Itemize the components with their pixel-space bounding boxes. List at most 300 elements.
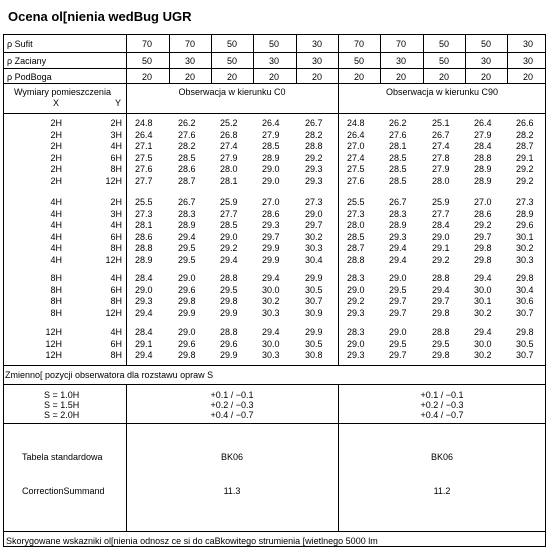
reflectance-value: 30 (311, 39, 322, 49)
ugr-value-c90: 29.7 (389, 307, 407, 318)
ugr-value-c0: 30.4 (305, 254, 323, 265)
ugr-value-c90: 29.1 (516, 152, 534, 163)
ugr-value-c0: 27.6 (135, 164, 153, 174)
ugr-value-c90: 30.0 (474, 338, 492, 349)
ugr-value-c90: 26.2 (389, 118, 407, 128)
spacing-label: S = 2.0H (44, 410, 80, 420)
room-x: 4H (50, 243, 62, 253)
ugr-value-c90: 29.4 (474, 327, 492, 337)
ugr-value-c90: 29.0 (389, 327, 407, 337)
ugr-value-c0: 30.3 (262, 350, 280, 360)
ugr-value-c0: 29.8 (178, 350, 196, 360)
column-rule (126, 34, 127, 83)
room-y: 4H (110, 141, 122, 151)
standard-table-label: Tabela standardowa (22, 452, 103, 462)
reflectance-value: 70 (395, 39, 406, 49)
ugr-value-c90: 28.3 (347, 273, 365, 283)
ugr-value-c90: 29.8 (432, 307, 450, 318)
y-label: Y (115, 98, 122, 108)
ugr-value-c90: 28.0 (432, 175, 450, 186)
ugr-value-c90: 28.8 (474, 152, 492, 163)
ugr-value-c90: 29.5 (432, 338, 450, 349)
ugr-value-c90: 28.9 (389, 220, 407, 230)
column-rule (211, 34, 212, 83)
ugr-value-c90: 29.7 (389, 350, 407, 360)
ugr-value-c0: 29.7 (262, 231, 280, 242)
ugr-value-c90: 29.2 (432, 254, 450, 265)
ugr-value-c0: 29.8 (178, 296, 196, 306)
variation-label: Zmienno[ pozycji obserwatora dla rozstawu opraw S (5, 370, 214, 380)
ugr-value-c0: 28.4 (135, 273, 153, 283)
ugr-value-c90: 27.3 (347, 208, 365, 219)
observation-c0-header: Obserwacja w kierunku C0 (178, 87, 286, 97)
ugr-value-c0: 29.0 (262, 175, 280, 186)
room-y: 3H (110, 208, 122, 219)
ugr-value-c0: 29.9 (220, 307, 238, 318)
ugr-value-c90: 25.1 (432, 118, 450, 128)
ugr-value-c0: 26.7 (178, 197, 196, 207)
room-y: 12H (105, 175, 122, 186)
ugr-value-c0: 28.5 (220, 220, 238, 230)
ugr-value-c90: 28.8 (432, 327, 450, 337)
standard-table-c0: BK06 (220, 452, 244, 462)
ugr-value-c90: 28.4 (474, 141, 492, 151)
ugr-value-c0: 30.5 (305, 338, 323, 349)
room-x: 2H (50, 164, 62, 174)
ugr-value-c90: 29.8 (516, 327, 534, 337)
ugr-value-c90: 27.3 (516, 197, 534, 207)
ugr-value-c0: 28.9 (262, 152, 280, 163)
ugr-value-c90: 30.3 (516, 254, 534, 265)
ugr-value-c90: 27.0 (474, 197, 492, 207)
column-rule (507, 34, 508, 83)
column-rule (465, 34, 466, 83)
ugr-value-c0: 29.4 (262, 273, 280, 283)
room-y: 6H (110, 338, 122, 349)
ugr-value-c0: 29.7 (305, 220, 323, 230)
ugr-value-c90: 25.5 (347, 197, 365, 207)
ugr-value-c0: 26.4 (262, 118, 280, 128)
ugr-value-c90: 27.9 (432, 164, 450, 174)
ugr-value-c0: 28.8 (305, 141, 323, 151)
ugr-value-c0: 26.2 (178, 118, 196, 128)
ugr-value-c90: 29.2 (516, 164, 534, 174)
ugr-value-c0: 29.0 (135, 284, 153, 295)
ugr-value-c90: 27.7 (432, 208, 450, 219)
ugr-value-c0: 29.0 (178, 327, 196, 337)
ugr-value-c90: 30.2 (474, 350, 492, 360)
column-rule (380, 34, 381, 83)
ugr-value-c90: 29.8 (432, 350, 450, 360)
ugr-value-c90: 28.6 (474, 208, 492, 219)
room-y: 8H (110, 350, 122, 360)
room-x: 2H (50, 118, 62, 128)
ugr-value-c0: 29.9 (262, 243, 280, 253)
ugr-value-c0: 29.4 (262, 327, 280, 337)
ugr-value-c0: 29.4 (220, 254, 238, 265)
ugr-value-c90: 29.2 (474, 220, 492, 230)
room-y: 6H (110, 231, 122, 242)
room-y: 6H (110, 284, 122, 295)
ugr-value-c0: 27.9 (220, 152, 238, 163)
reflectance-rule (3, 83, 546, 84)
ugr-value-c90: 30.1 (516, 231, 534, 242)
ugr-value-c0: 25.9 (220, 197, 238, 207)
reflectance-value: 30 (268, 56, 279, 66)
ugr-value-c90: 29.0 (347, 338, 365, 349)
reflectance-value: 20 (480, 72, 491, 82)
spacing-c90: +0.2 / −0.3 (420, 400, 464, 410)
ugr-value-c0: 28.4 (135, 327, 153, 337)
ugr-value-c90: 27.4 (432, 141, 450, 151)
ugr-value-c90: 29.4 (432, 284, 450, 295)
ugr-value-c0: 27.4 (220, 141, 238, 151)
reflectance-value: 30 (395, 56, 406, 66)
ugr-value-c90: 29.4 (389, 243, 407, 253)
spacing-c90: +0.1 / −0.1 (420, 390, 464, 400)
correction-c90: 11.2 (433, 486, 451, 496)
ugr-value-c0: 28.3 (178, 208, 196, 219)
ugr-value-c90: 30.7 (516, 350, 534, 360)
ugr-value-c0: 29.6 (178, 338, 196, 349)
correction-c0: 11.3 (223, 486, 241, 496)
ugr-value-c90: 29.1 (432, 243, 450, 253)
ugr-value-c90: 26.7 (389, 197, 407, 207)
ugr-value-c90: 28.9 (474, 175, 492, 186)
ugr-value-c0: 29.3 (305, 175, 323, 186)
ugr-value-c0: 27.6 (178, 129, 196, 140)
spacing-c0: +0.2 / −0.3 (210, 400, 254, 410)
ugr-value-c90: 29.8 (474, 243, 492, 253)
ugr-value-c0: 30.0 (262, 338, 280, 349)
ugr-value-c0: 28.6 (178, 164, 196, 174)
ugr-value-c90: 29.5 (389, 284, 407, 295)
ugr-value-c0: 29.3 (305, 164, 323, 174)
header-rule (3, 113, 546, 114)
reflectance-value: 50 (353, 56, 364, 66)
x-label: X (53, 98, 60, 108)
ugr-value-c0: 27.5 (135, 152, 153, 163)
ugr-value-c0: 29.5 (178, 243, 196, 253)
ugr-value-c90: 28.5 (389, 175, 407, 186)
ugr-value-c0: 29.9 (262, 254, 280, 265)
ugr-value-c0: 29.3 (135, 296, 153, 306)
room-x: 2H (50, 175, 62, 186)
room-x: 2H (50, 152, 62, 163)
reflectance-value: 20 (353, 72, 364, 82)
room-y: 2H (110, 118, 122, 128)
room-y: 2H (110, 197, 122, 207)
ugr-value-c0: 29.3 (262, 220, 280, 230)
reflectance-value: 30 (480, 56, 491, 66)
ugr-value-c90: 26.4 (347, 129, 365, 140)
ugr-value-c0: 26.4 (135, 129, 153, 140)
ugr-value-c90: 28.9 (516, 208, 534, 219)
ugr-value-c90: 29.7 (474, 231, 492, 242)
ugr-value-c90: 26.7 (432, 129, 450, 140)
room-x: 12H (45, 327, 62, 337)
ugr-value-c0: 30.0 (262, 284, 280, 295)
ugr-value-c0: 28.9 (178, 220, 196, 230)
reflectance-value: 20 (268, 72, 279, 82)
ugr-value-c90: 24.8 (347, 118, 365, 128)
room-y: 4H (110, 220, 122, 230)
ugr-value-c90: 28.5 (347, 231, 365, 242)
room-y: 8H (110, 243, 122, 253)
ugr-value-c0: 29.9 (305, 273, 323, 283)
ugr-value-c0: 29.4 (178, 231, 196, 242)
ugr-value-c0: 29.6 (178, 284, 196, 295)
spacing-c0: +0.4 / −0.7 (210, 410, 254, 420)
reflectance-value: 70 (184, 39, 195, 49)
room-x: 2H (50, 141, 62, 151)
ugr-value-c90: 29.3 (389, 231, 407, 242)
reflectance-label: ρ Sufit (7, 39, 33, 49)
ugr-value-c0: 27.9 (262, 129, 280, 140)
ugr-value-c0: 27.3 (135, 208, 153, 219)
ugr-value-c90: 28.3 (389, 208, 407, 219)
ugr-value-c90: 29.3 (347, 350, 365, 360)
ugr-value-c90: 26.6 (516, 118, 534, 128)
ugr-value-c0: 25.2 (220, 118, 238, 128)
ugr-value-c90: 29.0 (432, 231, 450, 242)
section-rule (3, 531, 546, 532)
reflectance-value: 50 (438, 39, 449, 49)
ugr-value-c90: 29.2 (347, 296, 365, 306)
reflectance-value: 70 (353, 39, 364, 49)
ugr-value-c0: 29.9 (220, 350, 238, 360)
ugr-value-c90: 27.6 (347, 175, 365, 186)
reflectance-value: 30 (522, 56, 533, 66)
ugr-value-c0: 30.9 (305, 307, 323, 318)
reflectance-value: 20 (522, 72, 533, 82)
ugr-value-c0: 28.2 (178, 141, 196, 151)
ugr-value-c90: 28.9 (474, 164, 492, 174)
ugr-value-c90: 29.7 (432, 296, 450, 306)
ugr-value-c0: 26.8 (220, 129, 238, 140)
ugr-value-c90: 30.2 (516, 243, 534, 253)
ugr-value-c0: 28.0 (220, 164, 238, 174)
ugr-value-c90: 30.4 (516, 284, 534, 295)
ugr-value-c0: 28.6 (262, 208, 280, 219)
column-rule (169, 34, 170, 83)
room-y: 4H (110, 327, 122, 337)
ugr-value-c90: 29.4 (474, 273, 492, 283)
spacing-c0: +0.1 / −0.1 (210, 390, 254, 400)
reflectance-value: 70 (141, 39, 152, 49)
ugr-value-c0: 27.7 (220, 208, 238, 219)
ugr-value-c90: 29.7 (389, 296, 407, 306)
ugr-value-c90: 27.0 (347, 141, 365, 151)
ugr-value-c0: 29.5 (220, 284, 238, 295)
ugr-value-c0: 27.7 (135, 175, 153, 186)
ugr-value-c90: 29.8 (474, 254, 492, 265)
ugr-value-c90: 29.8 (516, 273, 534, 283)
ugr-value-c0: 29.0 (262, 164, 280, 174)
ugr-value-c0: 30.5 (305, 284, 323, 295)
ugr-value-c90: 30.1 (474, 296, 492, 306)
room-x: 8H (50, 296, 62, 306)
room-x: 8H (50, 284, 62, 295)
ugr-value-c90: 28.7 (347, 243, 365, 253)
room-y: 12H (105, 254, 122, 265)
ugr-value-c0: 27.1 (135, 141, 153, 151)
ugr-value-c0: 28.8 (135, 243, 153, 253)
reflectance-value: 30 (522, 39, 533, 49)
room-y: 3H (110, 129, 122, 140)
ugr-value-c90: 30.0 (474, 284, 492, 295)
room-dimensions-label: Wymiary pomieszczenia (14, 87, 111, 97)
ugr-value-c0: 29.0 (220, 231, 238, 242)
room-x: 4H (50, 208, 62, 219)
ugr-value-c0: 29.8 (220, 296, 238, 306)
ugr-value-c0: 28.1 (220, 175, 238, 186)
ugr-value-c90: 29.2 (516, 175, 534, 186)
spacing-label: S = 1.0H (44, 390, 80, 400)
reflectance-label: ρ Zaciany (7, 56, 47, 66)
reflectance-value: 20 (226, 72, 237, 82)
reflectance-value: 20 (395, 72, 406, 82)
ugr-value-c0: 28.9 (135, 254, 153, 265)
reflectance-value: 20 (311, 72, 322, 82)
reflectance-value: 50 (480, 39, 491, 49)
reflectance-value: 30 (184, 56, 195, 66)
ugr-value-c0: 29.6 (220, 338, 238, 349)
ugr-value-c90: 29.4 (389, 254, 407, 265)
ugr-value-c0: 29.4 (135, 350, 153, 360)
ugr-value-c90: 25.9 (432, 197, 450, 207)
ugr-value-c90: 28.2 (516, 129, 534, 140)
room-x: 4H (50, 220, 62, 230)
ugr-value-c0: 28.8 (220, 327, 238, 337)
room-y: 4H (110, 273, 122, 283)
ugr-value-c0: 29.2 (305, 152, 323, 163)
ugr-value-c90: 30.7 (516, 307, 534, 318)
ugr-value-c90: 29.5 (389, 338, 407, 349)
ugr-value-c90: 28.0 (347, 220, 365, 230)
ugr-value-c0: 28.5 (262, 141, 280, 151)
reflectance-value: 50 (268, 39, 279, 49)
ugr-value-c90: 28.5 (389, 152, 407, 163)
standard-table-c90: BK06 (430, 452, 454, 462)
ugr-value-c90: 27.8 (432, 152, 450, 163)
section-rule (3, 423, 546, 424)
ugr-value-c0: 24.8 (135, 118, 153, 128)
ugr-value-c90: 29.0 (389, 273, 407, 283)
ugr-value-c0: 29.1 (135, 338, 153, 349)
room-y: 8H (110, 296, 122, 306)
room-x: 4H (50, 254, 62, 265)
section-rule (3, 365, 546, 366)
ugr-value-c0: 28.8 (220, 273, 238, 283)
ugr-value-c0: 30.3 (305, 243, 323, 253)
column-rule (423, 34, 424, 83)
ugr-value-c90: 28.8 (347, 254, 365, 265)
reflectance-value: 20 (141, 72, 152, 82)
ugr-value-c0: 27.3 (305, 197, 323, 207)
reflectance-value: 50 (226, 56, 237, 66)
ugr-value-c0: 30.3 (262, 307, 280, 318)
page-title: Ocena ol[nienia wedBug UGR (8, 9, 192, 24)
ugr-value-c90: 27.5 (347, 164, 365, 174)
ugr-value-c0: 28.5 (178, 152, 196, 163)
room-x: 8H (50, 307, 62, 318)
column-rule (253, 34, 254, 83)
spacing-c90: +0.4 / −0.7 (420, 410, 464, 420)
ugr-value-c0: 30.2 (262, 296, 280, 306)
ugr-value-c90: 28.7 (516, 141, 534, 151)
ugr-value-c90: 27.4 (347, 152, 365, 163)
room-y: 8H (110, 164, 122, 174)
room-x: 12H (45, 338, 62, 349)
ugr-value-c0: 28.2 (305, 129, 323, 140)
reflectance-value: 20 (184, 72, 195, 82)
column-rule (338, 83, 339, 365)
ugr-value-c90: 27.6 (389, 129, 407, 140)
ugr-value-c90: 28.5 (389, 164, 407, 174)
reflectance-value: 50 (226, 39, 237, 49)
room-x: 8H (50, 273, 62, 283)
ugr-value-c0: 29.5 (178, 254, 196, 265)
ugr-value-c0: 25.5 (135, 197, 153, 207)
column-rule (126, 83, 127, 365)
reflectance-value: 20 (438, 72, 449, 82)
room-x: 2H (50, 129, 62, 140)
ugr-value-c90: 29.3 (347, 307, 365, 318)
observation-c90-header: Obserwacja w kierunku C90 (385, 87, 499, 97)
room-y: 6H (110, 152, 122, 163)
ugr-value-c0: 29.4 (135, 307, 153, 318)
footer-note: Skorygowane wskazniki ol[nienia odnosz ce si do caBkowitego strumienia [wietlnego 5000 lm (6, 536, 378, 546)
column-rule (338, 34, 339, 83)
ugr-value-c0: 29.9 (305, 327, 323, 337)
ugr-value-c90: 28.8 (432, 273, 450, 283)
ugr-value-c0: 28.1 (135, 220, 153, 230)
ugr-value-c90: 30.6 (516, 296, 534, 306)
ugr-value-c90: 28.1 (389, 141, 407, 151)
reflectance-value: 50 (438, 56, 449, 66)
ugr-value-c90: 29.6 (516, 220, 534, 230)
ugr-value-c90: 30.2 (474, 307, 492, 318)
ugr-value-c0: 28.6 (135, 231, 153, 242)
ugr-value-c0: 29.0 (178, 273, 196, 283)
reflectance-label: ρ PodBoga (7, 72, 52, 82)
room-x: 4H (50, 197, 62, 207)
ugr-value-c0: 28.7 (178, 175, 196, 186)
ugr-value-c0: 30.2 (305, 231, 323, 242)
ugr-value-c0: 29.2 (220, 243, 238, 253)
ugr-value-c90: 30.5 (516, 338, 534, 349)
ugr-value-c90: 29.0 (347, 284, 365, 295)
ugr-value-c0: 30.7 (305, 296, 323, 306)
reflectance-value: 50 (141, 56, 152, 66)
ugr-value-c90: 28.4 (432, 220, 450, 230)
ugr-value-c0: 27.0 (262, 197, 280, 207)
room-y: 12H (105, 307, 122, 318)
section-rule (3, 384, 546, 385)
room-x: 4H (50, 231, 62, 242)
correction-label: CorrectionSummand (22, 486, 105, 496)
spacing-label: S = 1.5H (44, 400, 80, 410)
reflectance-value: 30 (311, 56, 322, 66)
column-rule (296, 34, 297, 83)
ugr-value-c0: 29.0 (305, 208, 323, 219)
ugr-value-c90: 28.3 (347, 327, 365, 337)
ugr-value-c0: 29.9 (178, 307, 196, 318)
ugr-value-c90: 27.9 (474, 129, 492, 140)
room-x: 12H (45, 350, 62, 360)
ugr-value-c0: 26.7 (305, 118, 323, 128)
